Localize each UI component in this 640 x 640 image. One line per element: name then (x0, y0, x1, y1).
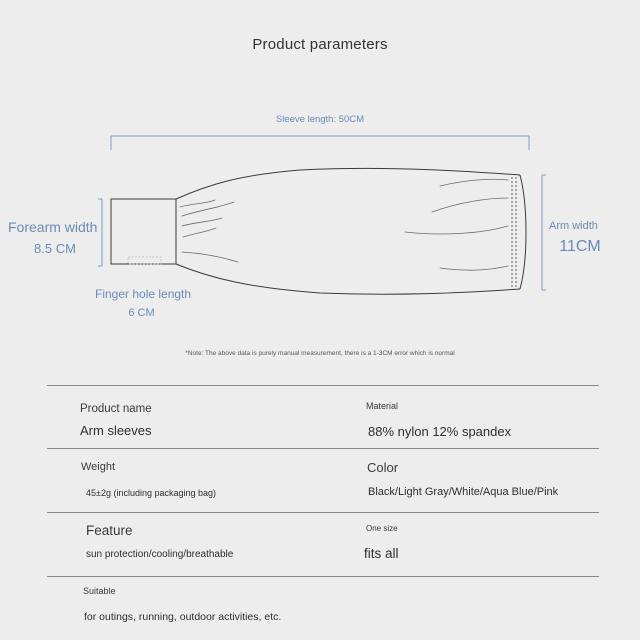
product-name-label: Product name (80, 403, 152, 415)
material-value: 88% nylon 12% spandex (368, 424, 512, 439)
finger-cuff (111, 199, 176, 264)
fabric-wrinkles (180, 179, 508, 270)
finger-hole-length-value: 6 CM (128, 307, 155, 319)
sleeve-top-edge (176, 168, 520, 199)
product-name-value: Arm sleeves (80, 423, 152, 438)
arm-width-label: Arm width (549, 220, 598, 232)
feature-value: sun protection/cooling/breathable (86, 549, 234, 560)
material-label: Material (366, 401, 399, 411)
sleeve-length-dimension (111, 136, 529, 150)
table-divider (47, 385, 599, 386)
sleeve-bottom-edge (176, 264, 520, 294)
sleeve-length-label: Sleeve length: 50CM (275, 114, 365, 125)
weight-value: 45±2g (including packaging bag) (86, 488, 217, 498)
table-divider (47, 576, 599, 577)
suitable-label: Suitable (83, 586, 116, 596)
size-label: One size (366, 524, 398, 533)
color-label: Color (367, 460, 399, 475)
suitable-value: for outings, running, outdoor activities, etc. (84, 611, 282, 623)
arm-width-dimension (542, 175, 546, 290)
table-divider (47, 512, 599, 513)
forearm-width-value: 8.5 CM (34, 241, 76, 256)
arm-band-stitching (512, 177, 516, 287)
forearm-width-label: Forearm width (8, 219, 98, 235)
feature-label: Feature (86, 523, 133, 538)
page-title: Product parameters (252, 36, 388, 53)
weight-label: Weight (81, 461, 116, 473)
finger-hole-length-label: Finger hole length (95, 287, 192, 301)
finger-hole (128, 257, 161, 264)
sleeve-end (520, 175, 526, 289)
color-value: Black/Light Gray/White/Aqua Blue/Pink (368, 486, 559, 498)
table-divider (47, 448, 599, 449)
measurement-note: *Note: The above data is purely manual measurement, there is a 1-3CM error which is normal (185, 350, 455, 357)
size-value: fits all (364, 546, 399, 561)
sleeve-outline (111, 168, 526, 294)
arm-width-value: 11CM (559, 238, 601, 255)
